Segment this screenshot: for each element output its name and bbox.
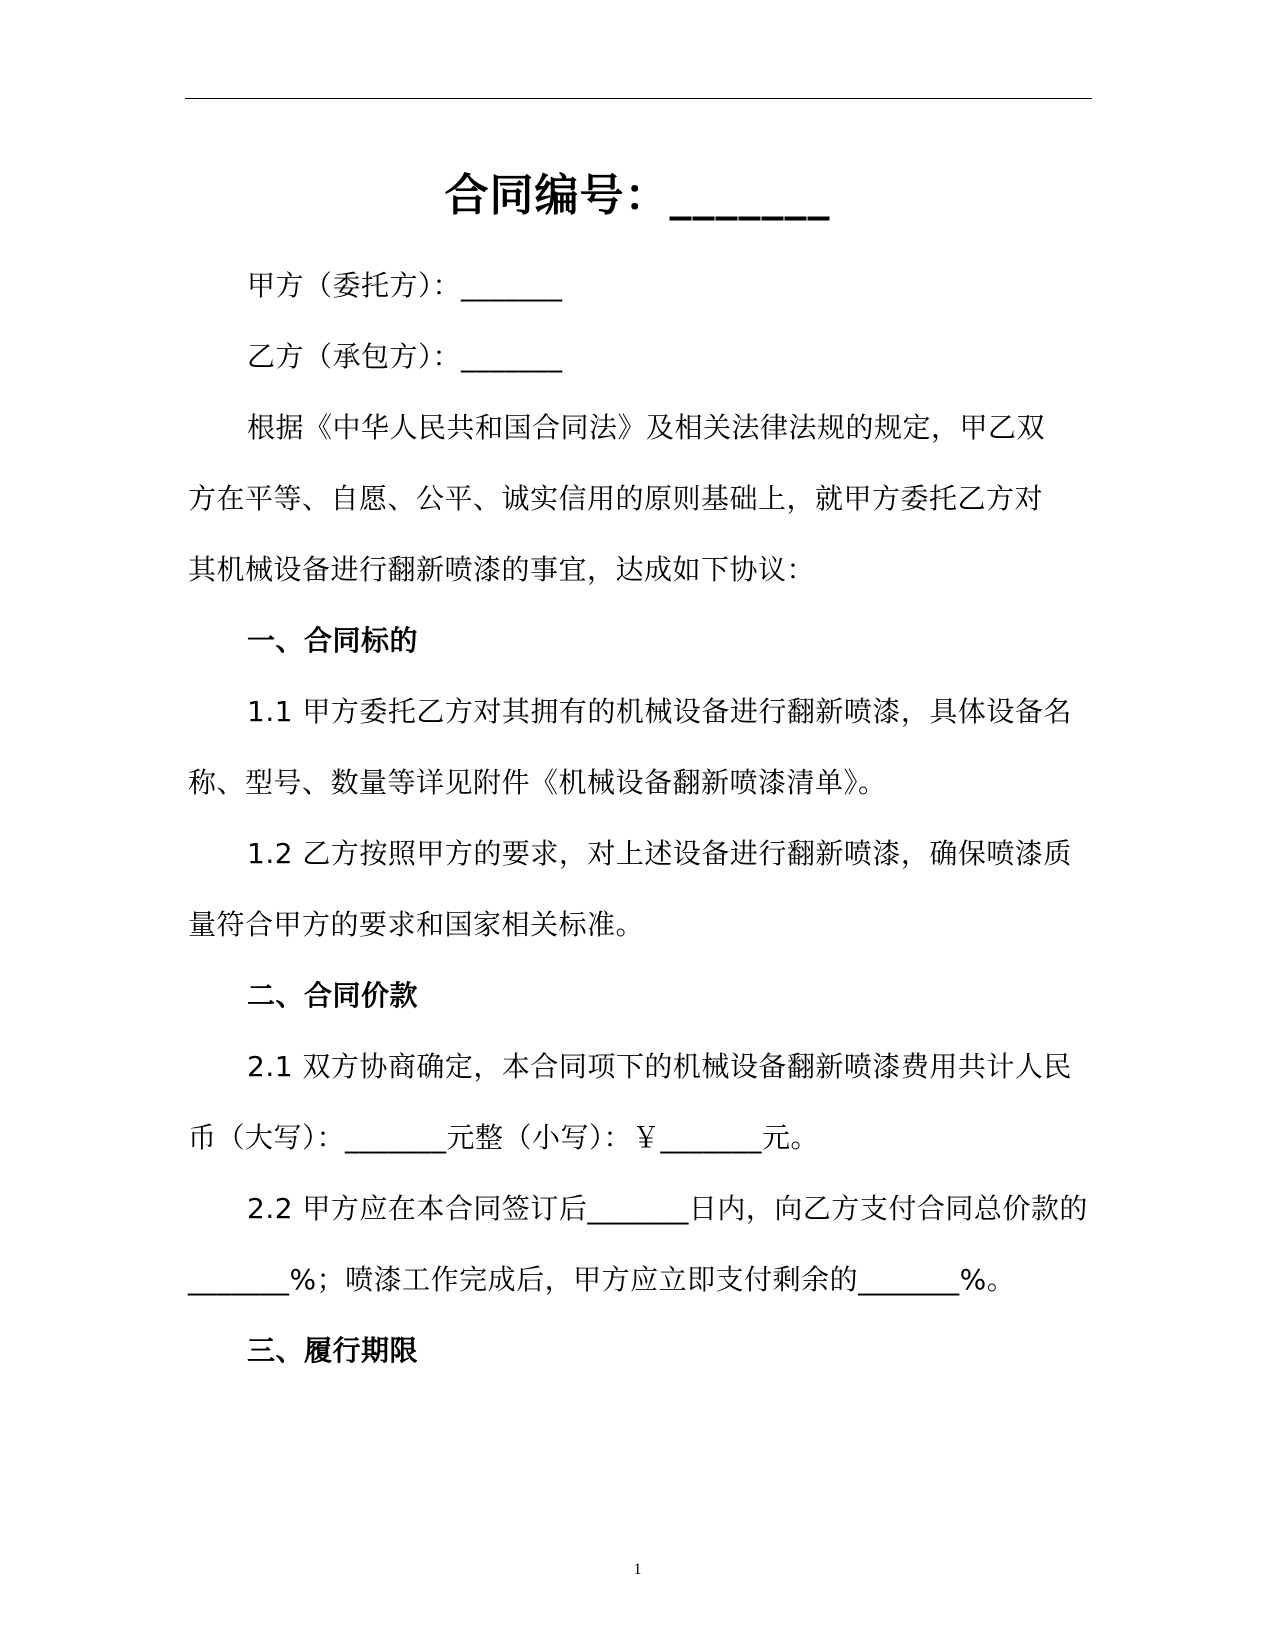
party-b-line: 乙方（承包方）：_______ xyxy=(247,340,563,373)
party-a-line: 甲方（委托方）：_______ xyxy=(247,269,563,302)
section-1-heading: 一、合同标的 xyxy=(247,624,419,657)
clause-1-2-line-2: 量符合甲方的要求和国家相关标准。 xyxy=(188,908,645,941)
clause-2-1-line-1: 2.1 双方协商确定，本合同项下的机械设备翻新喷漆费用共计人民 xyxy=(247,1050,1072,1083)
clause-2-2-line-2: _______%；喷漆工作完成后，甲方应立即支付剩余的_______%。 xyxy=(188,1263,1016,1296)
preamble-line-3: 其机械设备进行翻新喷漆的事宜，达成如下协议： xyxy=(188,553,816,586)
contract-number-title: 合同编号：_______ xyxy=(444,170,831,221)
clause-1-1-line-2: 称、型号、数量等详见附件《机械设备翻新喷漆清单》。 xyxy=(188,766,887,799)
header-rule xyxy=(185,98,1092,99)
preamble-line-1: 根据《中华人民共和国合同法》及相关法律法规的规定，甲乙双 xyxy=(247,411,1046,444)
clause-2-1-line-2: 币（大写）：_______元整（小写）：￥_______元。 xyxy=(188,1121,820,1154)
clause-1-2-line-1: 1.2 乙方按照甲方的要求，对上述设备进行翻新喷漆，确保喷漆质 xyxy=(247,837,1072,870)
preamble-line-2: 方在平等、自愿、公平、诚实信用的原则基础上，就甲方委托乙方对 xyxy=(188,482,1044,515)
page-number: 1 xyxy=(633,1561,642,1578)
section-2-heading: 二、合同价款 xyxy=(247,979,419,1012)
section-3-heading: 三、履行期限 xyxy=(247,1334,419,1367)
clause-1-1-line-1: 1.1 甲方委托乙方对其拥有的机械设备进行翻新喷漆，具体设备名 xyxy=(247,695,1072,728)
clause-2-2-line-1: 2.2 甲方应在本合同签订后_______日内，向乙方支付合同总价款的 xyxy=(247,1192,1088,1225)
